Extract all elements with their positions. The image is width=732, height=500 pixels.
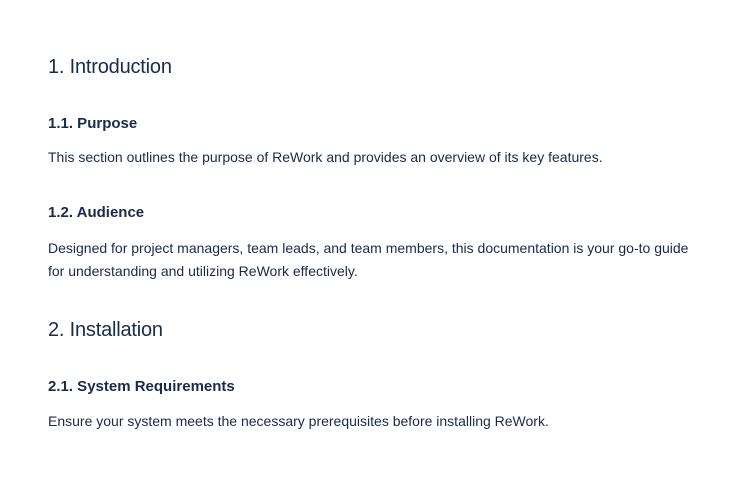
section-heading-installation: 2. Installation xyxy=(48,319,163,341)
system-requirements-paragraph: Ensure your system meets the necessary prerequisites before installing ReWork. xyxy=(48,413,549,429)
audience-paragraph xyxy=(48,237,708,283)
subsection-heading-system-requirements: 2.1. System Requirements xyxy=(48,378,235,395)
audience-paragraph-line-1: Designed for project managers, team leads, and team members, this documentation is your go-to guide xyxy=(48,240,689,256)
section-heading-introduction: 1. Introduction xyxy=(48,56,172,78)
subsection-heading-purpose: 1.1. Purpose xyxy=(48,115,138,132)
subsection-heading-audience: 1.2. Audience xyxy=(48,204,145,221)
purpose-paragraph: This section outlines the purpose of ReWork and provides an overview of its key features. xyxy=(48,149,603,165)
audience-paragraph-line-2: for understanding and utilizing ReWork effectively. xyxy=(48,263,358,279)
